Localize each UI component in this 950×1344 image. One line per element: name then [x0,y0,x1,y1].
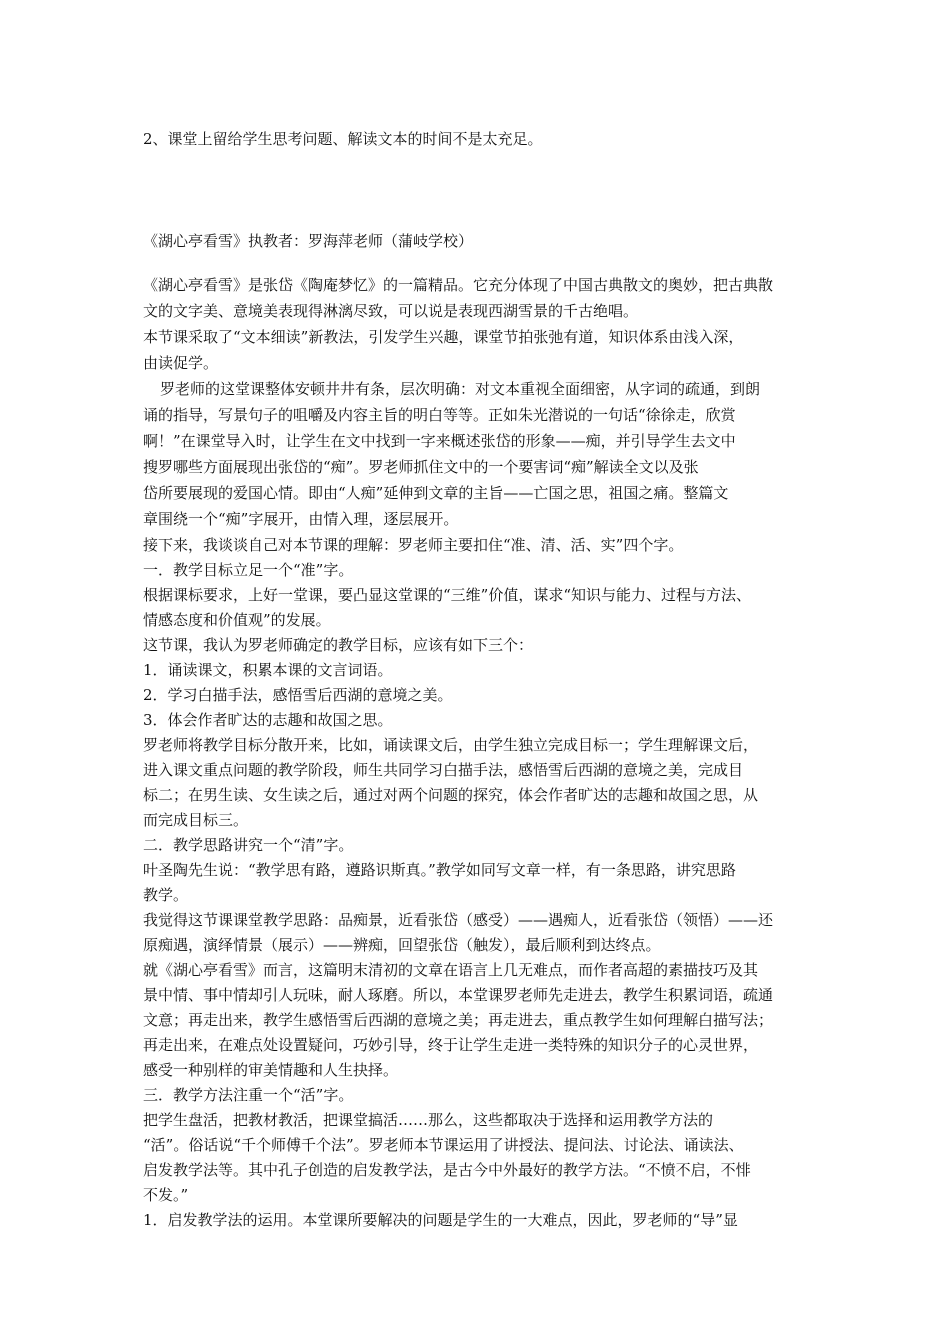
paragraph-line: 诵的指导，写景句子的咀嚼及内容主旨的明白等等。正如朱光潜说的一句话“徐徐走，欣赏 [143,406,736,424]
paragraph-line: 原痴遇，演绎情景（展示）——辨痴，回望张岱（触发），最后顺利到达终点。 [143,936,661,954]
paragraph-line: 《湖心亭看雪》是张岱《陶庵梦忆》的一篇精品。它充分体现了中国古典散文的奥妙，把古典散 [143,276,774,294]
paragraph-line: 而完成目标三。 [143,811,249,829]
paragraph-line: 由读促学。 [143,354,219,372]
paragraph-line: 不发。” [143,1186,189,1204]
paragraph-line: 文意；再走出来，教学生感悟雪后西湖的意境之美；再走进去，重点教学生如何理解白描写法； [143,1011,774,1029]
list-item: 1．诵读课文，积累本课的文言词语。 [143,661,393,679]
paragraph-line: 岱所要展现的爱国心情。即由“人痴”延伸到文章的主旨——亡国之思，祖国之痛。整篇文 [143,484,729,502]
paragraph-line: 文的文字美、意境美表现得淋漓尽致，可以说是表现西湖雪景的千古绝唱。 [143,302,639,320]
paragraph-line: 叶圣陶先生说：“教学思有路，遵路识斯真。”教学如同写文章一样，有一条思路，讲究思路 [143,861,736,879]
paragraph-line: 情感态度和价值观”的发展。 [143,611,331,629]
intro-note: 2、课堂上留给学生思考问题、解读文本的时间不是太充足。 [143,130,543,148]
paragraph-line: 这节课，我认为罗老师确定的教学目标，应该有如下三个： [143,636,534,654]
section-heading: 三．教学方法注重一个“活”字。 [143,1086,354,1104]
paragraph-line: 启发教学法等。其中孔子创造的启发教学法，是古今中外最好的教学方法。“不愤不启，不悱 [143,1161,751,1179]
list-item: 3．体会作者旷达的志趣和故国之思。 [143,711,393,729]
paragraph-line: 景中情、事中情却引人玩味，耐人琢磨。所以，本堂课罗老师先走进去，教学生积累词语，疏通 [143,986,774,1004]
paragraph-line: 搜罗哪些方面展现出张岱的“痴”。罗老师抓住文中的一个要害词“痴”解读全文以及张 [143,458,699,476]
paragraph-line: 接下来，我谈谈自己对本节课的理解：罗老师主要扣住“准、清、活、实”四个字。 [143,536,684,554]
paragraph-line: 本节课采取了“文本细读”新教法，引发学生兴趣，课堂节拍张弛有道，知识体系由浅入深， [143,328,744,346]
paragraph-line: 标二；在男生读、女生读之后，通过对两个问题的探究，体会作者旷达的志趣和故国之思，从 [143,786,759,804]
paragraph-line: 章围绕一个“痴”字展开，由情入理，逐层展开。 [143,510,459,528]
paragraph-line: 进入课文重点问题的教学阶段，师生共同学习白描手法，感悟雪后西湖的意境之美，完成目 [143,761,744,779]
paragraph-line: 再走出来，在难点处设置疑问，巧妙引导，终于让学生走进一类特殊的知识分子的心灵世界， [143,1036,759,1054]
paragraph-line: “活”。俗话说“千个师傅千个法”。罗老师本节课运用了讲授法、提问法、讨论法、诵读法、 [143,1136,744,1154]
paragraph-line: 我觉得这节课课堂教学思路：品痴景，近看张岱（感受）——遇痴人，近看张岱（领悟）——还 [143,911,774,929]
paragraph-line: 啊！”在课堂导入时，让学生在文中找到一字来概述张岱的形象——痴，并引导学生去文中 [143,432,736,450]
paragraph-line: 就《湖心亭看雪》而言，这篇明末清初的文章在语言上几无难点，而作者高超的素描技巧及其 [143,961,759,979]
document-heading: 《湖心亭看雪》执教者：罗海萍老师（蒲岐学校） [143,232,474,250]
paragraph-line: 罗老师将教学目标分散开来，比如，诵读课文后，由学生独立完成目标一；学生理解课文后， [143,736,759,754]
paragraph-line: 把学生盘活，把教材教活，把课堂搞活……那么，这些都取决于选择和运用教学方法的 [143,1111,714,1129]
paragraph-line: 罗老师的这堂课整体安顿井井有条，层次明确：对文本重视全面细密，从字词的疏通，到朗 [160,380,761,398]
paragraph-line: 根据课标要求，上好一堂课，要凸显这堂课的“三维”价值，谋求“知识与能力、过程与方法、 [143,586,752,604]
section-heading: 二．教学思路讲究一个“清”字。 [143,836,354,854]
section-heading: 一．教学目标立足一个“准”字。 [143,561,354,579]
paragraph-line: 教学。 [143,886,189,904]
paragraph-line: 感受一种别样的审美情趣和人生抉择。 [143,1061,399,1079]
list-item: 2．学习白描手法，感悟雪后西湖的意境之美。 [143,686,453,704]
paragraph-line: 1．启发教学法的运用。本堂课所要解决的问题是学生的一大难点，因此，罗老师的“导”显 [143,1211,738,1229]
